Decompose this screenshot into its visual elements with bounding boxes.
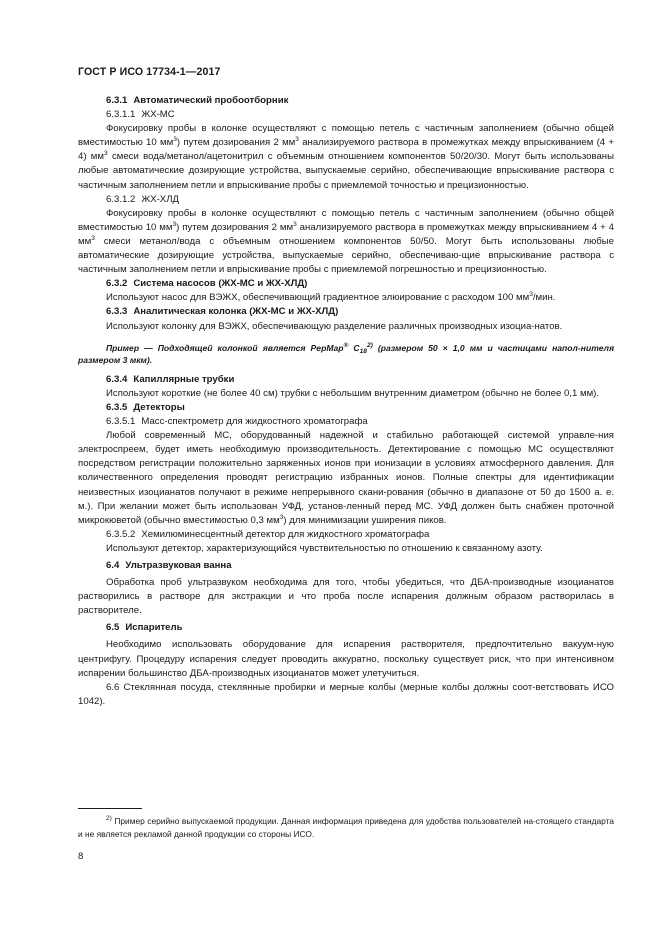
section-6-3-1-1-heading: 6.3.1.1 ЖХ-МС bbox=[106, 109, 175, 121]
section-6-3-1-heading: 6.3.1 Автоматический пробоотборник bbox=[106, 95, 289, 106]
paragraph-6-3-5-2: Используют детектор, характеризующийся чувствительностью по отношению к связанному азоту. bbox=[106, 542, 543, 554]
section-6-4-heading: 6.4 Ультразвуковая ванна bbox=[106, 560, 232, 571]
section-title: Аналитическая колонка (ЖХ-МС и ЖХ-ХЛД) bbox=[133, 306, 339, 318]
section-title: Ультразвуковая ванна bbox=[125, 560, 232, 571]
section-title: ЖХ-МС bbox=[141, 109, 175, 121]
section-title: Капиллярные трубки bbox=[133, 373, 235, 385]
section-6-3-1-2-heading: 6.3.1.2 ЖХ-ХЛД bbox=[106, 193, 179, 205]
paragraph-6-6: 6.6 Стеклянная посуда, стеклянные пробирки и мерные колбы (мерные колбы должны соот-ветствовать ИСО 1042). bbox=[78, 681, 614, 707]
page-number: 8 bbox=[78, 851, 84, 862]
paragraph-6-3-2: Используют насос для ВЭЖХ, обеспечивающий градиентное элюирование с расходом 100 $мм^3$/мин. bbox=[106, 291, 556, 304]
section-title: Испаритель bbox=[125, 622, 183, 634]
section-6-3-5-2-heading: 6.3.5.2 Хемилюминесцентный детектор для жидкостного хроматографа bbox=[106, 528, 430, 540]
paragraph-6-3-3: Используют колонку для ВЭЖХ, обеспечивающую разделение различных производных изоциа-натов. bbox=[106, 320, 563, 332]
paragraph-6-3-4: Используют короткие (не более 40 см) трубки с небольшим внутренним диаметром (обычно не более 0,1 мм). bbox=[106, 387, 600, 399]
footnote-divider bbox=[78, 808, 142, 809]
section-6-3-3-heading: 6.3.3 Аналитическая колонка (ЖХ-МС и ЖХ-ХЛД) bbox=[106, 306, 339, 318]
section-title: Масс-спектрометр для жидкостного хроматографа bbox=[141, 416, 368, 428]
paragraph-6-3-1-2: Фокусировку пробы в колонке осуществляют с помощью петель с частичным заполнением (обычно общей вместимостью 10 $мм^3$) путем дозирования 2 $мм^3$ анализируемого раствора в промежутках между впрыскиванием 4 + 4 $мм^3$ смеси метанол/вода с объемным отношением компонентов 50/50. Могут быть использованы любые автоматические дозирующие устройства, выпускаемые серийно, обеспечиваю-щие впрыскивание раствора с частичным заполнением петли и впрыскивание пробы с приемлемой погрешностью и прецизионностью. bbox=[78, 207, 614, 276]
section-title: Хемилюминесцентный детектор для жидкостного хроматографа bbox=[141, 528, 430, 540]
section-6-3-5-1-heading: 6.3.5.1 Масс-спектрометр для жидкостного хроматографа bbox=[106, 416, 368, 428]
section-title: ЖХ-ХЛД bbox=[141, 193, 179, 205]
section-title: Детекторы bbox=[133, 401, 185, 413]
section-6-5-heading: 6.5 Испаритель bbox=[106, 622, 183, 634]
section-6-3-5-heading: 6.3.5 Детекторы bbox=[106, 401, 185, 413]
example-note: Пример — Подходящей колонкой является PepMap® $C_{18}^{2)}$ (размером 50 × 1,0 мм и частицами напол-нителя размером 3 мкм). bbox=[78, 341, 615, 366]
section-6-3-4-heading: 6.3.4 Капиллярные трубки bbox=[106, 373, 235, 385]
paragraph-6-4: Обработка проб ультразвуком необходима для того, чтобы убедиться, что ДБА-производные изоцианатов растворились в растворе для экстракции и что проба после испарения должным образом растворилась в растворителе. bbox=[78, 577, 614, 617]
document-body bbox=[78, 94, 614, 709]
paragraph-6-3-5-1: Любой современный МС, оборудованный надежной и стабильно работающей системой управле-ния электроспреем, будет иметь необходимую производительность. Детектирование с помощью МС осуществляют посредством регистрации положительно заряженных ионов при ионизации в условиях атмосферного давления. Для количественного определения проводят регистрацию избранных ионов. Полные спектры для идентификации неизвестных изоцианатов получают в режиме непрерывного скани-рования (обычно в диапазоне от 50 до 1500 а. е. м.). При желании может быть использован УФД, установ-ленный перед МС. УФД должен быть снабжен проточной микрокюветой (обычно вместимостью 0,3 $мм^3$) для минимизации уширения пиков. bbox=[78, 430, 614, 526]
footnote-mark: 2) bbox=[106, 815, 112, 822]
document-header: ГОСТ Р ИСО 17734-1—2017 bbox=[78, 66, 221, 78]
footnote: $^{2)}$ Пример серийно выпускаемой продукции. Данная информация приведена для удобства пользователей на-стоящего стандарта и не является рекламой данной продукции со стороны ИСО. bbox=[78, 815, 614, 839]
section-6-3-2-heading: 6.3.2 Система насосов (ЖХ-МС и ЖХ-ХЛД) bbox=[106, 278, 308, 290]
section-title: Автоматический пробоотборник bbox=[133, 95, 289, 106]
paragraph-6-3-1-1: Фокусировку пробы в колонке осуществляют с помощью петель с частичным заполнением (обычно общей вместимостью 10 $мм^3$) путем дозирования 2 $мм^3$ анализируемого раствора в промежутках между впрыскиванием (4 + 4) $мм^3$ смеси вода/метанол/ацетонитрил с объемным отношением компонентов 50/20/30. Могут быть использованы любые автоматические дозирующие устройства, выпускаемые серийно, обеспечивающие впрыскивание раствора с частичным заполнением петли и впрыскивание пробы с приемлемой точностью и прецизионностью. bbox=[78, 123, 615, 191]
section-title: Система насосов (ЖХ-МС и ЖХ-ХЛД) bbox=[133, 278, 308, 290]
paragraph-6-5: Необходимо использовать оборудование для испарения растворителя, предпочтительно вакуум-ную центрифугу. Процедуру испарения следует проводить аккуратно, поскольку существует риск, что при интенсивном испарении большинство ДБА-производных изоцианатов может улетучиться. bbox=[78, 639, 614, 679]
